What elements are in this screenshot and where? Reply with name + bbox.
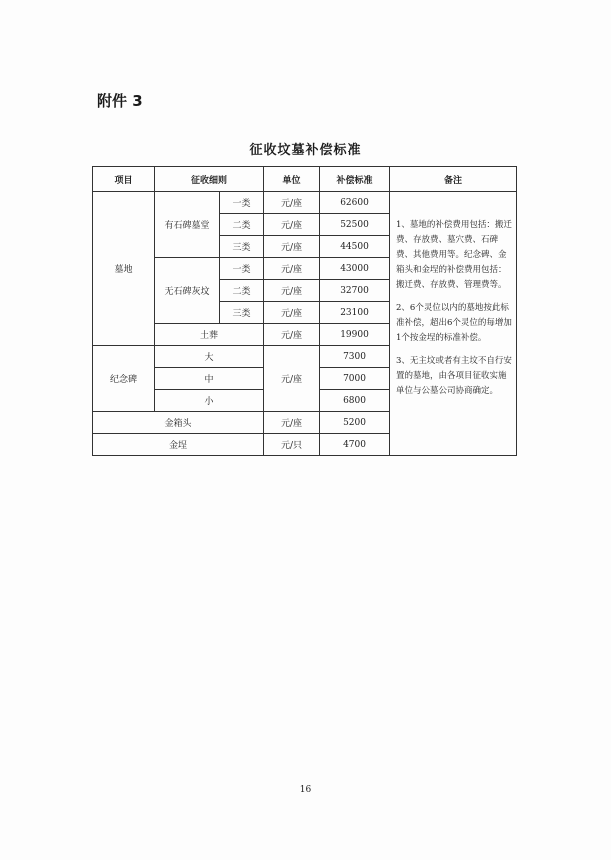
value-cell: 7300: [320, 346, 390, 368]
table-header-row: [93, 167, 517, 192]
value-cell: 52500: [320, 214, 390, 236]
compensation-table: [92, 166, 517, 456]
note-1: 1、墓地的补偿费用包括：搬迁费、存放费、墓穴费、石碑费、其他费用等。纪念碑、金箱头和金埕的补偿费用包括：搬迁费、存放费、管理费等。: [396, 220, 512, 290]
burial-label: 土葬: [155, 324, 264, 346]
value-cell: 23100: [320, 302, 390, 324]
class-cell: 一类: [220, 192, 264, 214]
page-number: 16: [299, 785, 312, 795]
unit-cell: 元/座: [264, 236, 320, 258]
header-item: 项目: [93, 167, 155, 192]
stone-hall-label: 有石碑墓堂: [155, 192, 220, 258]
urn-label: 金埕: [93, 434, 264, 456]
monument-unit: 元/座: [264, 346, 320, 412]
unit-cell: 元/座: [264, 302, 320, 324]
urn-head-label: 金箱头: [93, 412, 264, 434]
class-cell: 二类: [220, 280, 264, 302]
table-row: [93, 192, 517, 214]
unit-cell: 元/只: [264, 434, 320, 456]
tomb-label: 墓地: [93, 192, 155, 346]
no-stone-label: 无石碑灰坟: [155, 258, 220, 324]
value-cell: 7000: [320, 368, 390, 390]
value-cell: 5200: [320, 412, 390, 434]
unit-cell: 元/座: [264, 324, 320, 346]
value-cell: 6800: [320, 390, 390, 412]
table-title: 征收坟墓补偿标准: [249, 143, 362, 158]
value-cell: 44500: [320, 236, 390, 258]
notes-cell: [390, 192, 517, 456]
note-2: 2、6个灵位以内的墓地按此标准补偿，超出6个灵位的每增加1个按金埕的标准补偿。: [396, 303, 512, 343]
size-cell: 小: [155, 390, 264, 412]
class-cell: 三类: [220, 236, 264, 258]
unit-cell: 元/座: [264, 214, 320, 236]
class-cell: 三类: [220, 302, 264, 324]
value-cell: 62600: [320, 192, 390, 214]
header-unit: 单位: [264, 167, 320, 192]
note-3: 3、无主坟或者有主坟不自行安置的墓地，由各项目征收实施单位与公墓公司协商确定。: [396, 356, 512, 396]
unit-cell: 元/座: [264, 258, 320, 280]
header-detail: 征收细则: [155, 167, 264, 192]
header-standard: 补偿标准: [320, 167, 390, 192]
unit-cell: 元/座: [264, 280, 320, 302]
value-cell: 4700: [320, 434, 390, 456]
value-cell: 32700: [320, 280, 390, 302]
header-note: 备注: [390, 167, 517, 192]
class-cell: 一类: [220, 258, 264, 280]
monument-label: 纪念碑: [93, 346, 155, 412]
unit-cell: 元/座: [264, 412, 320, 434]
size-cell: 中: [155, 368, 264, 390]
value-cell: 43000: [320, 258, 390, 280]
attachment-label: 附件 3: [97, 92, 143, 110]
value-cell: 19900: [320, 324, 390, 346]
unit-cell: 元/座: [264, 192, 320, 214]
class-cell: 二类: [220, 214, 264, 236]
size-cell: 大: [155, 346, 264, 368]
